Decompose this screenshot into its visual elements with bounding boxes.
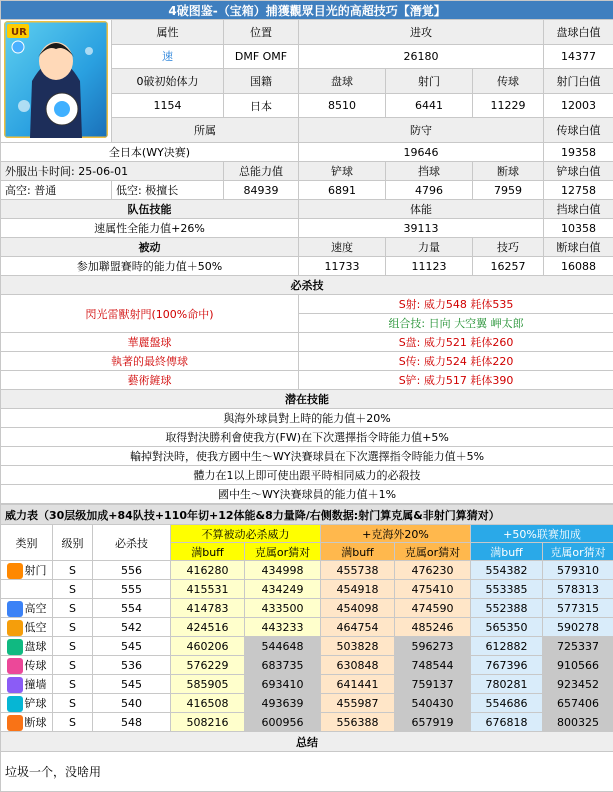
stamina-header: 0破初始体力 bbox=[112, 69, 224, 94]
tackle-white-value: 12758 bbox=[544, 181, 613, 200]
power-value-cell: 596273 bbox=[395, 637, 471, 656]
dribble-white-value: 14377 bbox=[544, 44, 613, 69]
power-value-cell: 540430 bbox=[395, 694, 471, 713]
attack-value: 26180 bbox=[299, 44, 544, 69]
col-base-full: 满buff bbox=[171, 543, 245, 561]
shoot-value: 6441 bbox=[386, 93, 473, 118]
level-cell: S bbox=[53, 580, 93, 599]
power-value-cell: 923452 bbox=[543, 675, 613, 694]
power-value: 11123 bbox=[386, 257, 473, 276]
category-label: 盘球 bbox=[25, 640, 47, 653]
power-value-cell: 414783 bbox=[171, 599, 245, 618]
category-label: 高空 bbox=[25, 602, 47, 615]
latent-skill-4: 體力在1以上即可使出跟平時相同威力的必殺技 bbox=[1, 466, 613, 485]
defense-header: 防守 bbox=[299, 118, 544, 143]
power-value-cell: 476230 bbox=[395, 561, 471, 580]
high-ball: 高空: 普通 bbox=[1, 181, 112, 200]
col-base-counter: 克属or猜对 bbox=[245, 543, 321, 561]
stamina-value: 1154 bbox=[112, 93, 224, 118]
level-cell: S bbox=[53, 618, 93, 637]
latent-skill-1: 與海外球員對上時的能力值＋20% bbox=[1, 409, 613, 428]
power-value-cell: 416508 bbox=[171, 694, 245, 713]
level-cell: S bbox=[53, 637, 93, 656]
category-cell bbox=[1, 656, 53, 675]
power-value-cell: 433500 bbox=[245, 599, 321, 618]
power-value-cell: 475410 bbox=[395, 580, 471, 599]
power-value-cell: 657919 bbox=[395, 713, 471, 732]
skill-power-cell: 556 bbox=[93, 561, 171, 580]
attr-header: 属性 bbox=[112, 20, 224, 45]
power-table bbox=[0, 504, 613, 792]
power-row bbox=[1, 713, 613, 732]
power-value-cell: 577315 bbox=[543, 599, 613, 618]
group-base: 不算被动必杀威力 bbox=[171, 525, 321, 543]
power-rows bbox=[1, 561, 613, 732]
power-value-cell: 600956 bbox=[245, 713, 321, 732]
power-value-cell: 415531 bbox=[171, 580, 245, 599]
attack-header: 进攻 bbox=[299, 20, 544, 45]
special-skill-3-name: 執著的最終傳球 bbox=[1, 352, 299, 371]
category-label: 铲球 bbox=[25, 697, 47, 710]
power-row bbox=[1, 599, 613, 618]
power-value-cell: 657406 bbox=[543, 694, 613, 713]
power-value-cell: 579310 bbox=[543, 561, 613, 580]
power-value-cell: 565350 bbox=[471, 618, 543, 637]
power-value-cell: 454918 bbox=[321, 580, 395, 599]
col-overseas-full: 满buff bbox=[321, 543, 395, 561]
skill-power-cell: 555 bbox=[93, 580, 171, 599]
power-value-cell: 552388 bbox=[471, 599, 543, 618]
power-value-cell: 434998 bbox=[245, 561, 321, 580]
power-value-cell: 493639 bbox=[245, 694, 321, 713]
power-value-cell: 416280 bbox=[171, 561, 245, 580]
cut-white-value: 16088 bbox=[544, 257, 613, 276]
level-cell: S bbox=[53, 694, 93, 713]
cut-icon bbox=[7, 715, 23, 731]
power-value-cell: 585905 bbox=[171, 675, 245, 694]
power-value-cell: 612882 bbox=[471, 637, 543, 656]
nation-value: 日本 bbox=[224, 93, 299, 118]
power-value-cell: 443233 bbox=[245, 618, 321, 637]
power-value-cell: 474590 bbox=[395, 599, 471, 618]
dribble-header: 盘球 bbox=[299, 69, 386, 94]
skill-power-cell: 545 bbox=[93, 637, 171, 656]
skill-power-cell: 540 bbox=[93, 694, 171, 713]
category-cell bbox=[1, 713, 53, 732]
tackle-icon bbox=[7, 696, 23, 712]
power-value-cell: 455738 bbox=[321, 561, 395, 580]
special-skill-combo: 组合技: 日向 大空翼 岬太郎 bbox=[299, 314, 613, 333]
pass-icon bbox=[7, 658, 23, 674]
col-league-counter: 克属or猜对 bbox=[543, 543, 613, 561]
power-row bbox=[1, 561, 613, 580]
power-row bbox=[1, 637, 613, 656]
power-value-cell: 424516 bbox=[171, 618, 245, 637]
skill-power-cell: 542 bbox=[93, 618, 171, 637]
passive-header: 被动 bbox=[1, 238, 299, 257]
team-skill-value: 速属性全能力值+26% bbox=[1, 219, 299, 238]
attr-value: 速 bbox=[112, 44, 224, 69]
dribble-icon bbox=[7, 639, 23, 655]
power-row bbox=[1, 656, 613, 675]
low-icon bbox=[7, 620, 23, 636]
power-value-cell: 676818 bbox=[471, 713, 543, 732]
power-value-cell: 544648 bbox=[245, 637, 321, 656]
dribble-white-header: 盘球白值 bbox=[544, 20, 613, 45]
category-label: 断球 bbox=[25, 716, 47, 729]
power-row bbox=[1, 580, 613, 599]
special-skill-3-detail: S传: 威力524 耗体220 bbox=[299, 352, 613, 371]
power-value-cell: 767396 bbox=[471, 656, 543, 675]
block-value: 4796 bbox=[386, 181, 473, 200]
level-cell: S bbox=[53, 713, 93, 732]
category-cell bbox=[1, 694, 53, 713]
pos-header: 位置 bbox=[224, 20, 299, 45]
category-cell bbox=[1, 637, 53, 656]
speed-value: 11733 bbox=[299, 257, 386, 276]
power-value-cell: 454098 bbox=[321, 599, 395, 618]
special-skill-2-detail: S盘: 威力521 耗体260 bbox=[299, 333, 613, 352]
level-cell: S bbox=[53, 675, 93, 694]
col-league-full: 满buff bbox=[471, 543, 543, 561]
power-value-cell: 800325 bbox=[543, 713, 613, 732]
stamina-label: 体能 bbox=[299, 200, 544, 219]
level-cell: S bbox=[53, 599, 93, 618]
team-value: 全日本(WY决赛) bbox=[1, 143, 299, 162]
level-cell: S bbox=[53, 656, 93, 675]
special-skill-4-detail: S铲: 威力517 耗体390 bbox=[299, 371, 613, 390]
shoot-header: 射门 bbox=[386, 69, 473, 94]
special-skill-1-detail: S射: 威力548 耗体535 bbox=[299, 295, 613, 314]
summary-text: 垃圾一个，没啥用 bbox=[1, 752, 613, 792]
power-value-cell: 780281 bbox=[471, 675, 543, 694]
latent-skill-5: 國中生～WY決賽球員的能力值＋1% bbox=[1, 485, 613, 504]
power-value-cell: 630848 bbox=[321, 656, 395, 675]
passive-value: 参加聯盟賽時的能力值＋50% bbox=[1, 257, 299, 276]
special-skill-1-name: 閃光雷獸射門(100%命中) bbox=[1, 295, 299, 333]
pass-header: 传球 bbox=[473, 69, 544, 94]
power-value-cell: 910566 bbox=[543, 656, 613, 675]
power-value-cell: 641441 bbox=[321, 675, 395, 694]
power-value-cell: 553385 bbox=[471, 580, 543, 599]
skill-power-cell: 548 bbox=[93, 713, 171, 732]
col-category: 类别 bbox=[1, 525, 53, 561]
special-skill-2-name: 華麗盤球 bbox=[1, 333, 299, 352]
tackle-header: 铲球 bbox=[299, 162, 386, 181]
pass-white-header: 传球白值 bbox=[544, 118, 613, 143]
shoot-icon bbox=[7, 563, 23, 579]
tackle-white-header: 铲球白值 bbox=[544, 162, 613, 181]
page-title: 4破图鉴-（宝箱）捕獲觀眾目光的高超技巧【潛覚】 bbox=[1, 1, 613, 20]
power-value-cell: 576229 bbox=[171, 656, 245, 675]
power-value-cell: 693410 bbox=[245, 675, 321, 694]
latent-skill-3: 輸掉對決時，使我方國中生～WY決賽球員在下次選擇指令時能力值＋5% bbox=[1, 447, 613, 466]
pass-white-value: 19358 bbox=[544, 143, 613, 162]
power-value-cell: 759137 bbox=[395, 675, 471, 694]
shoot-white-header: 射门白值 bbox=[544, 69, 613, 94]
special-skill-4-name: 藝術鏟球 bbox=[1, 371, 299, 390]
col-skill: 必杀技 bbox=[93, 525, 171, 561]
category-cell bbox=[1, 561, 53, 580]
power-row bbox=[1, 694, 613, 713]
power-value-cell: 554382 bbox=[471, 561, 543, 580]
dribble-value: 8510 bbox=[299, 93, 386, 118]
power-table-title: 威力表（30层级加成+84队技+110年切+12体能&8力量降/右侧数据:射门算克属&非射门算猜对） bbox=[1, 505, 613, 525]
latent-header: 潜在技能 bbox=[1, 390, 613, 409]
nation-header: 国籍 bbox=[224, 69, 299, 94]
speed-header: 速度 bbox=[299, 238, 386, 257]
power-value-cell: 485246 bbox=[395, 618, 471, 637]
team-skill-header: 队伍技能 bbox=[1, 200, 299, 219]
power-value-cell: 683735 bbox=[245, 656, 321, 675]
cut-value: 7959 bbox=[473, 181, 544, 200]
power-value-cell: 503828 bbox=[321, 637, 395, 656]
low-ball: 低空: 极擅长 bbox=[112, 181, 224, 200]
power-value-cell: 460206 bbox=[171, 637, 245, 656]
technique-header: 技巧 bbox=[473, 238, 544, 257]
cut-white-header: 断球白值 bbox=[544, 238, 613, 257]
category-cell bbox=[1, 599, 53, 618]
skill-power-cell: 545 bbox=[93, 675, 171, 694]
power-value-cell: 464754 bbox=[321, 618, 395, 637]
shoot-white-value: 12003 bbox=[544, 93, 613, 118]
total-value: 84939 bbox=[224, 181, 299, 200]
defense-value: 19646 bbox=[299, 143, 544, 162]
tackle-value: 6891 bbox=[299, 181, 386, 200]
block-icon bbox=[7, 677, 23, 693]
category-label: 传球 bbox=[25, 659, 47, 672]
category-label: 低空 bbox=[25, 621, 47, 634]
power-row bbox=[1, 675, 613, 694]
power-value-cell: 434249 bbox=[245, 580, 321, 599]
category-label: 撞墙 bbox=[25, 678, 47, 691]
block-white-header: 挡球白值 bbox=[544, 200, 613, 219]
block-white-value: 10358 bbox=[544, 219, 613, 238]
player-card-image bbox=[4, 21, 108, 138]
special-header: 必杀技 bbox=[1, 276, 613, 295]
power-row bbox=[1, 618, 613, 637]
power-value-cell: 556388 bbox=[321, 713, 395, 732]
level-cell: S bbox=[53, 561, 93, 580]
category-label: 射门 bbox=[25, 564, 47, 577]
power-value-cell: 554686 bbox=[471, 694, 543, 713]
skill-power-cell: 554 bbox=[93, 599, 171, 618]
col-level: 级别 bbox=[53, 525, 93, 561]
power-value-cell: 455987 bbox=[321, 694, 395, 713]
power-value-cell: 725337 bbox=[543, 637, 613, 656]
power-value-cell: 748544 bbox=[395, 656, 471, 675]
group-league: +50%联赛加成 bbox=[471, 525, 613, 543]
total-header: 总能力值 bbox=[224, 162, 299, 181]
cut-header: 断球 bbox=[473, 162, 544, 181]
high-icon bbox=[7, 601, 23, 617]
technique-value: 16257 bbox=[473, 257, 544, 276]
power-value-cell: 508216 bbox=[171, 713, 245, 732]
card-cell bbox=[1, 20, 112, 143]
category-cell bbox=[1, 580, 53, 599]
latent-skill-2: 取得對決勝利會使我方(FW)在下次選擇指令時能力值+5% bbox=[1, 428, 613, 447]
release-date: 外服出卡时间: 25-06-01 bbox=[1, 162, 224, 181]
block-header: 挡球 bbox=[386, 162, 473, 181]
power-header: 力量 bbox=[386, 238, 473, 257]
summary-header: 总结 bbox=[1, 732, 613, 752]
team-header: 所属 bbox=[112, 118, 299, 143]
power-value-cell: 590278 bbox=[543, 618, 613, 637]
pass-value: 11229 bbox=[473, 93, 544, 118]
category-cell bbox=[1, 618, 53, 637]
skill-power-cell: 536 bbox=[93, 656, 171, 675]
pos-value: DMF OMF bbox=[224, 44, 299, 69]
col-overseas-counter: 克属or猜对 bbox=[395, 543, 471, 561]
category-cell bbox=[1, 675, 53, 694]
svg-text:UR: UR bbox=[11, 27, 27, 38]
stamina-total: 39113 bbox=[299, 219, 544, 238]
group-overseas: +克海外20% bbox=[321, 525, 471, 543]
power-value-cell: 578313 bbox=[543, 580, 613, 599]
